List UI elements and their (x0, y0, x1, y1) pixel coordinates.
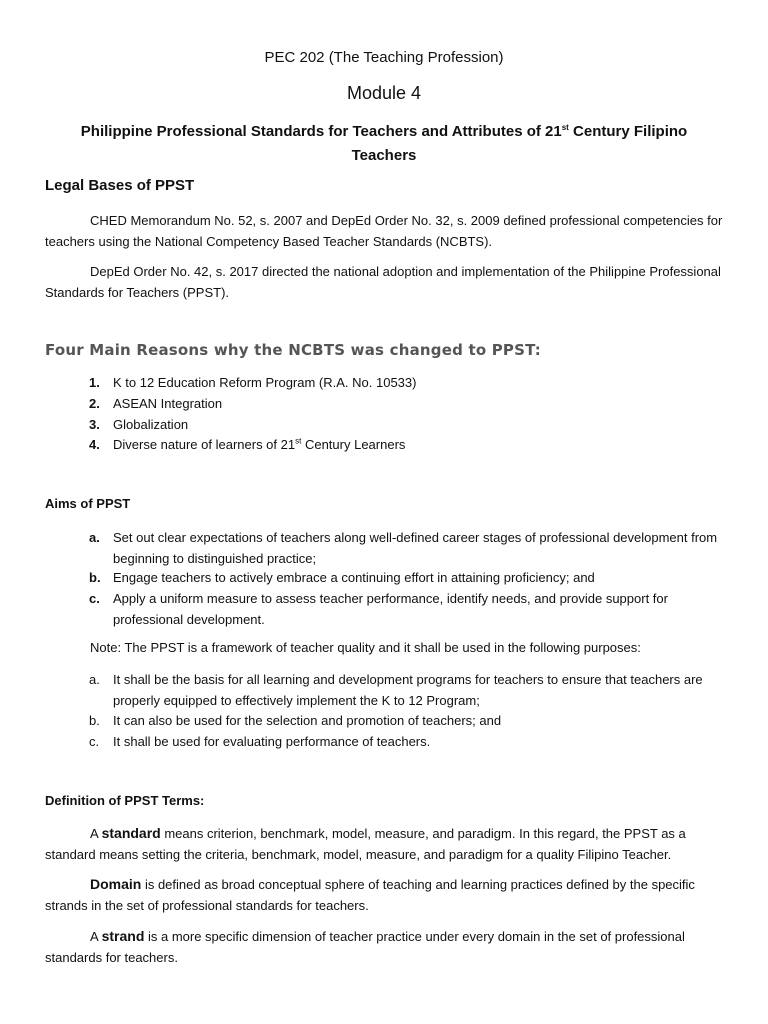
definition-domain (45, 874, 725, 916)
reason-number: 2. (89, 396, 100, 411)
definition-standard (45, 823, 725, 865)
purpose-letter: c. (89, 734, 100, 749)
reason4-part2: Century Learners (301, 437, 406, 452)
aim-text: Set out clear expectations of teachers along well-defined career stages of professional development from beginning to distinguished practice; (113, 530, 718, 566)
domain-term: Domain (90, 876, 142, 892)
reasons-heading: Four Main Reasons why the NCBTS was changed to PPST: (45, 341, 541, 359)
aim-letter: c. (89, 591, 100, 606)
purpose-letter: b. (89, 713, 100, 728)
domain-rest: is defined as broad conceptual sphere of teaching and learning practices defined by the specific strands in the set of professional standards for teachers. (45, 877, 695, 913)
legal-bases-heading: Legal Bases of PPST (45, 177, 195, 194)
document-title (0, 120, 768, 168)
reason-text (113, 434, 723, 455)
course-title: PEC 202 (The Teaching Profession) (264, 49, 504, 66)
standard-term: standard (101, 825, 161, 841)
para1-text: CHED Memorandum No. 52, s. 2007 and DepEd Order No. 32, s. 2009 defined professional competencies for teachers using the National Competency Based Teacher Standards (NCBTS). (45, 213, 723, 249)
strand-pre: A (90, 929, 102, 944)
definition-strand (45, 926, 725, 968)
legal-bases-para2 (45, 261, 725, 303)
reason-text: K to 12 Education Reform Program (R.A. No. 10533) (113, 375, 417, 390)
reason-text: ASEAN Integration (113, 396, 223, 411)
reason-number: 1. (89, 375, 100, 390)
strand-rest: is a more specific dimension of teacher practice under every domain in the set of professional standards for teachers. (45, 929, 685, 965)
standard-rest: means criterion, benchmark, model, measure, and paradigm. In this regard, the PPST as a standard means setting the criteria, benchmark, model, measure, and paradigm for a quality Filipino Teacher. (45, 826, 686, 862)
standard-pre: A (90, 826, 102, 841)
title-sup: st (561, 123, 569, 132)
legal-bases-para1 (45, 210, 725, 252)
aim-letter: a. (89, 530, 100, 545)
aim-text: Apply a uniform measure to assess teacher performance, identify needs, and provide support for professional development. (113, 591, 668, 627)
reason-number: 3. (89, 417, 100, 432)
reason4-sup: st (295, 436, 302, 446)
title-part2: Century Filipino Teachers (351, 123, 688, 164)
module-title: Module 4 (346, 83, 422, 103)
aims-note: Note: The PPST is a framework of teacher quality and it shall be used in the following purposes: (90, 640, 641, 655)
definitions-heading: Definition of PPST Terms: (45, 793, 205, 808)
aim-letter: b. (89, 570, 101, 585)
aims-heading: Aims of PPST (45, 496, 131, 511)
strand-term: strand (101, 928, 145, 944)
reason-number: 4. (89, 437, 100, 452)
aim-text: Engage teachers to actively embrace a continuing effort in attaining proficiency; and (113, 570, 595, 585)
purpose-letter: a. (89, 672, 100, 687)
title-part1: Philippine Professional Standards for Teachers and Attributes of 21 (80, 123, 562, 140)
para2-text: DepEd Order No. 42, s. 2017 directed the national adoption and implementation of the Philippine Professional Standards for Teachers (PPST). (45, 264, 721, 300)
purpose-text: It shall be used for evaluating performance of teachers. (113, 734, 431, 749)
purpose-text: It shall be the basis for all learning and development programs for teachers to ensure that teachers are properly equipped to effectively implement the K to 12 Program; (113, 672, 703, 708)
reason4-part1: Diverse nature of learners of 21 (113, 437, 296, 452)
reason-text: Globalization (113, 417, 189, 432)
purpose-text: It can also be used for the selection and promotion of teachers; and (113, 713, 502, 728)
